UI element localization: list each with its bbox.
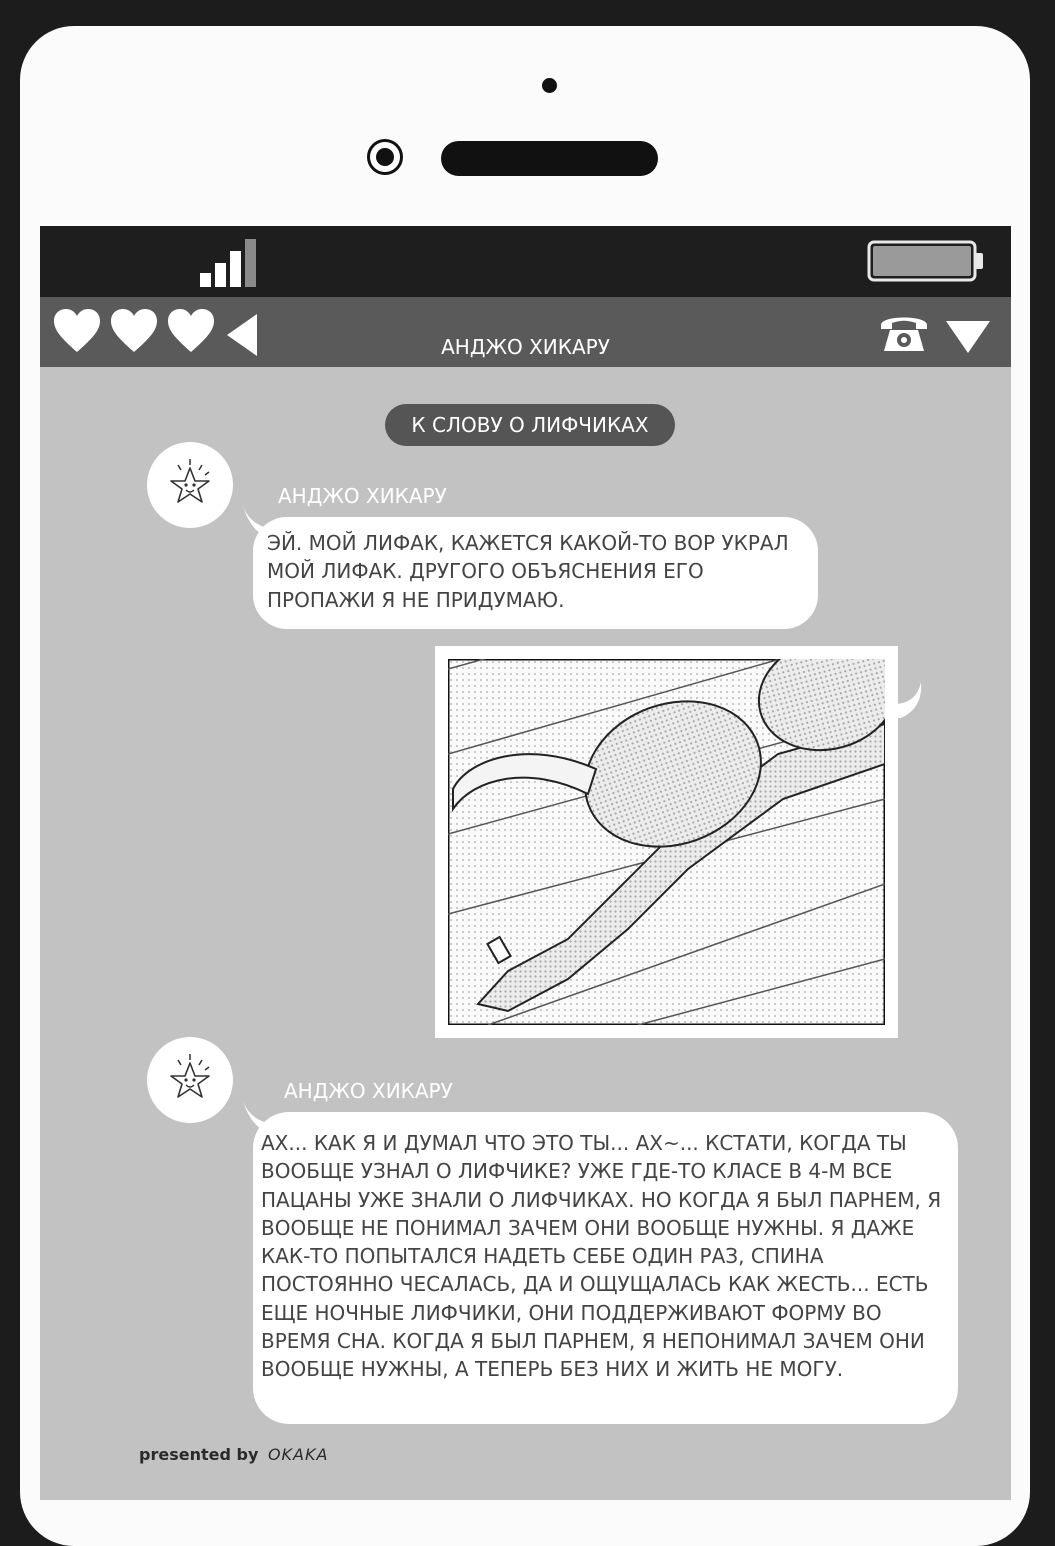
earpiece-speaker (441, 141, 658, 176)
phone-icon[interactable] (878, 311, 930, 353)
message-bubble: ЭЙ. МОЙ ЛИФАК, КАЖЕТСЯ КАКОЙ-ТО ВОР УКРАЛ МОЙ ЛИФАК. ДРУГОГО ОБЪЯСНЕНИЯ ЕГО ПРОПАЖИ Я НЕ ПРИДУМАЮ. (253, 517, 818, 629)
dropdown-icon[interactable] (946, 321, 990, 353)
avatar[interactable] (147, 1037, 233, 1123)
bubble-tail (897, 682, 923, 718)
status-bar (40, 226, 1011, 297)
phone-screen (40, 226, 1011, 1500)
signal-icon (200, 239, 260, 289)
chat-header (40, 297, 1011, 367)
star-face-icon (147, 1037, 233, 1123)
front-camera (367, 139, 403, 175)
battery-icon (867, 240, 985, 282)
chat-title: АНДЖО ХИКАРУ (441, 335, 610, 359)
credit-logo: OKAKA (267, 1445, 329, 1464)
sensor-dot (542, 78, 557, 93)
avatar[interactable] (147, 442, 233, 528)
topic-pill: К СЛОВУ О ЛИФЧИКАХ (385, 404, 675, 446)
message-bubble: АХ... КАК Я И ДУМАЛ ЧТО ЭТО ТЫ... АХ~... КСТАТИ, КОГДА ТЫ ВООБЩЕ УЗНАЛ О ЛИФЧИКЕ? УЖЕ ГДЕ-ТО КЛАСЕ В 4-М ВСЕ ПАЦАНЫ УЖЕ ЗНАЛИ О ЛИФЧИКАХ. НО КОГДА Я БЫЛ ПАРНЕМ, Я ВООБЩЕ НЕ ПОНИМАЛ ЗАЧЕМ ОНИ ВООБЩЕ НУЖНЫ. Я ДАЖЕ КАК-ТО ПОПЫТАЛСЯ НАДЕТЬ СЕБЕ ОДИН РАЗ, СПИНА ПОСТОЯННО ЧЕСАЛАСЬ, ДА И ОЩУЩАЛАСЬ КАК ЖЕСТЬ... ЕСТЬ ЕЩЕ НОЧНЫЕ ЛИФЧИКИ, ОНИ ПОДДЕРЖИВАЮТ ФОРМУ ВО ВРЕМЯ СНА. КОГДА Я БЫЛ ПАРНЕМ, Я НЕПОНИМАЛ ЗАЧЕМ ОНИ ВООБЩЕ НУЖНЫ, А ТЕПЕРЬ БЕЗ НИХ И ЖИТЬ НЕ МОГУ. (253, 1112, 958, 1424)
sender-name: АНДЖО ХИКАРУ (278, 484, 447, 508)
credit-footer (139, 1445, 328, 1464)
credit-prefix: presented by (139, 1445, 259, 1464)
sender-name: АНДЖО ХИКАРУ (284, 1079, 453, 1103)
star-face-icon (147, 442, 233, 528)
bra-photo (448, 659, 885, 1025)
shared-image[interactable] (435, 646, 898, 1038)
